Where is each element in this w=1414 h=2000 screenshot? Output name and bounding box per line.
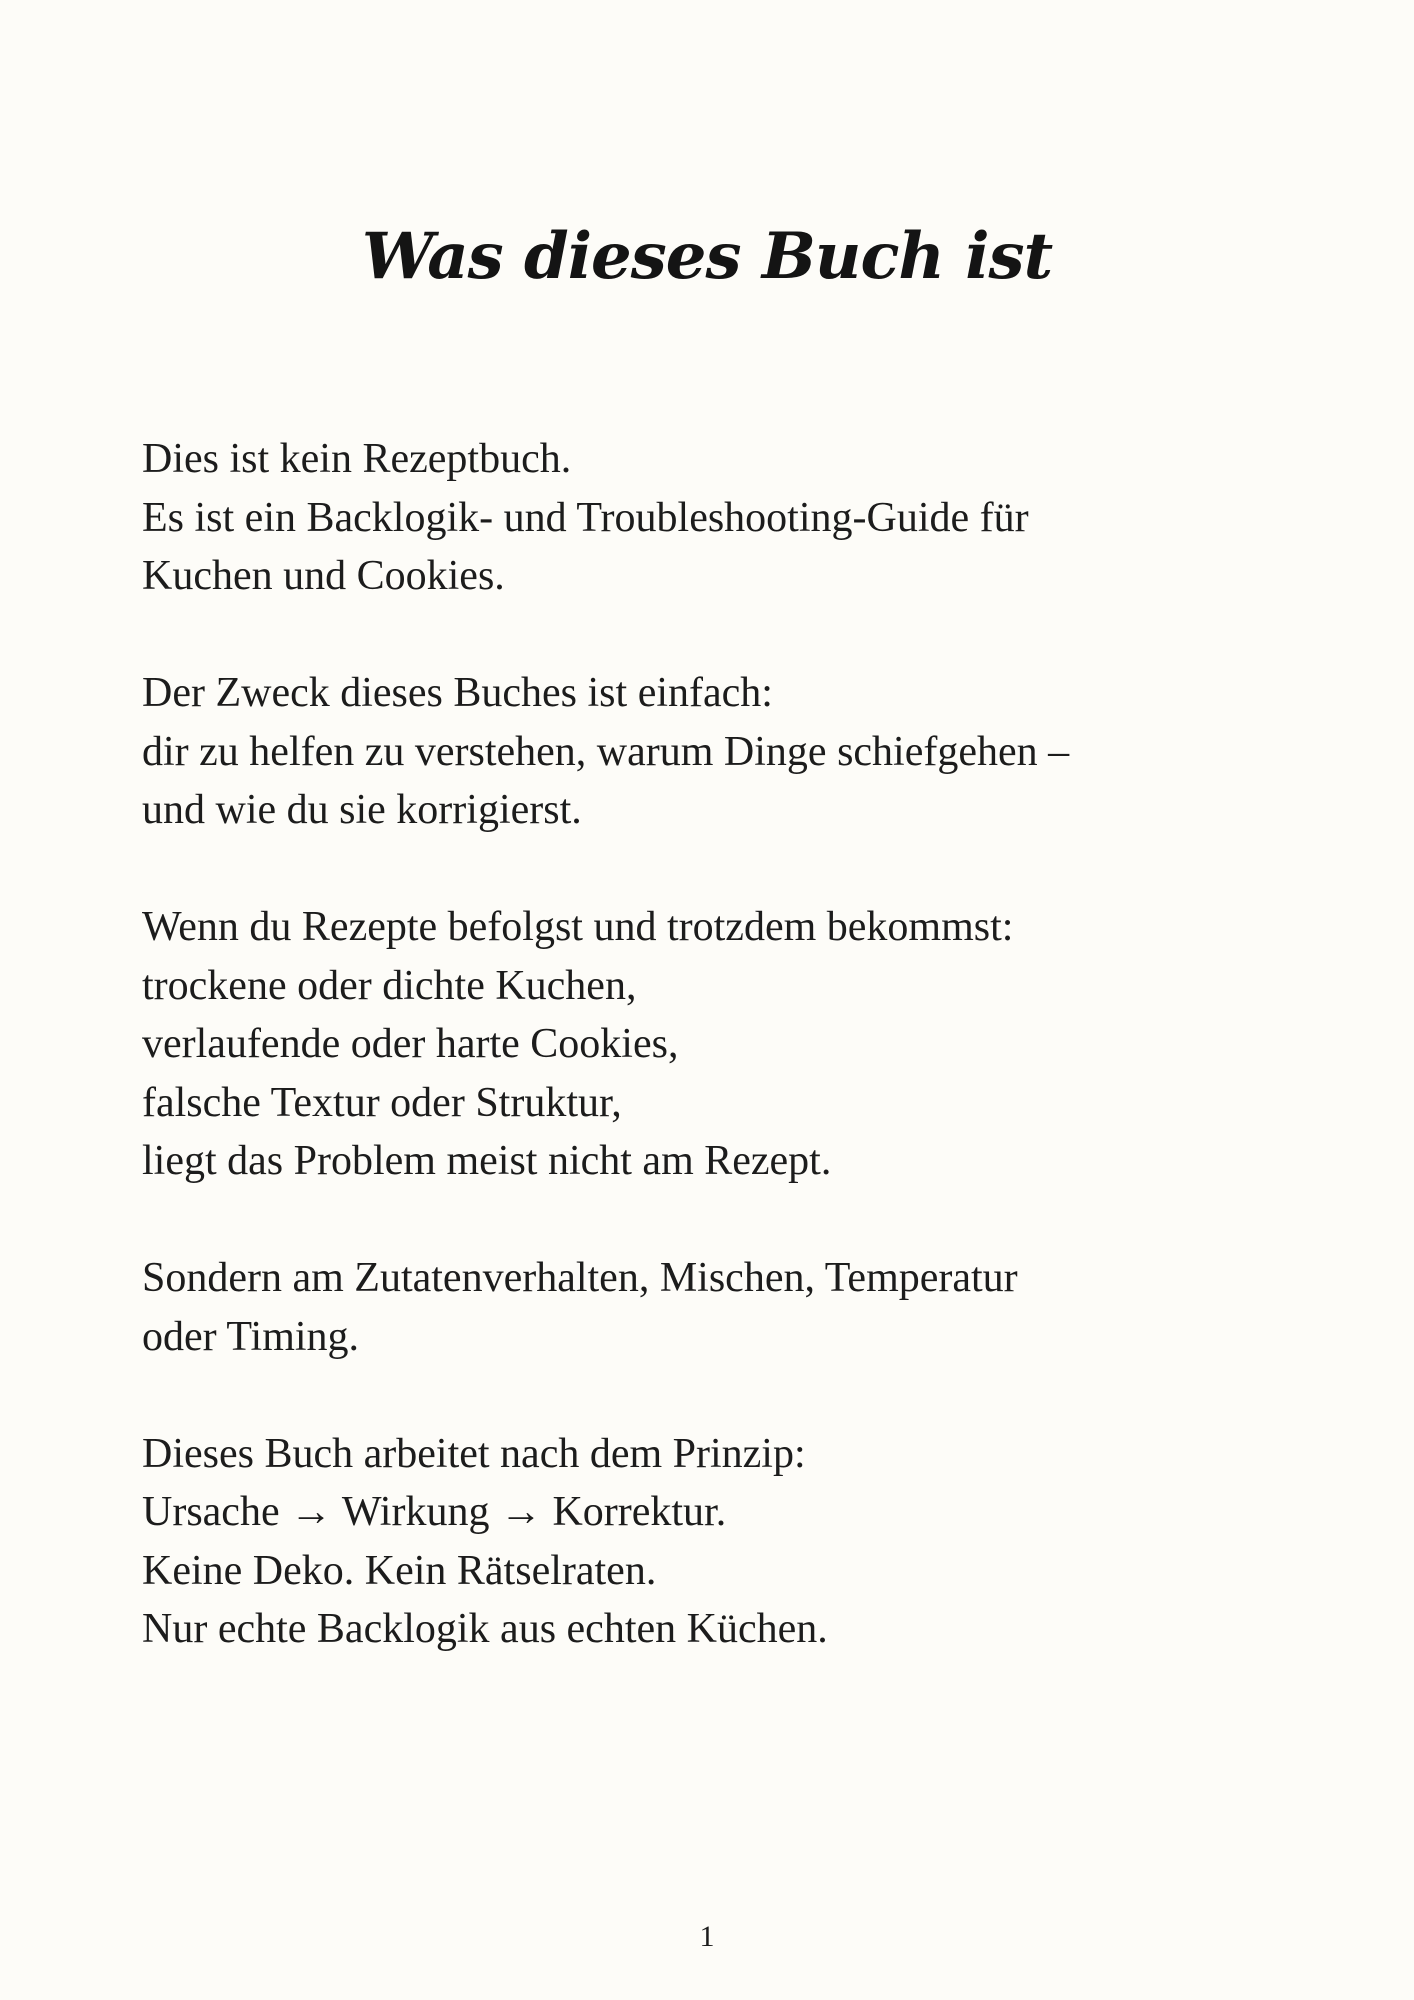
text-line: Der Zweck dieses Buches ist einfach: [142,670,773,716]
text-line: dir zu helfen zu verstehen, warum Dinge schiefgehen – [142,728,1070,775]
paragraph-intro [142,430,1292,606]
body-text [142,430,1292,1717]
text-line: Dies ist kein Rezeptbuch. [142,436,572,482]
text-line: oder Timing. [142,1313,360,1360]
text-line: Wenn du Rezepte befolgst und trotzdem bekommst: [142,904,1014,950]
paragraph-causes [142,1249,1292,1366]
paragraph-purpose [142,664,1292,840]
paragraph-problems [142,898,1292,1191]
text-line: Nur echte Backlogik aus echten Küchen. [142,1606,828,1652]
paragraph-principle [142,1425,1292,1659]
text-line: verlaufende oder harte Cookies, [142,1021,679,1067]
text-line: Sondern am Zutatenverhalten, Mischen, Temperatur [142,1255,1018,1301]
text-line: falsche Textur oder Struktur, [142,1079,622,1126]
text-line: Es ist ein Backlogik- und Troubleshooting-Guide für [142,494,1029,541]
text-line: und wie du sie korrigierst. [142,787,582,833]
page-title: Was dieses Buch ist [361,219,1053,294]
text-line: Dieses Buch arbeitet nach dem Prinzip: [142,1430,806,1477]
text-line: trockene oder dichte Kuchen, [142,962,637,1009]
text-line: Kuchen und Cookies. [142,553,505,599]
text-line: Ursache → Wirkung → Korrektur. [142,1489,727,1535]
text-line: liegt das Problem meist nicht am Rezept. [142,1138,832,1184]
text-line: Keine Deko. Kein Rätselraten. [142,1547,657,1594]
page-number: 1 [699,1920,715,1953]
